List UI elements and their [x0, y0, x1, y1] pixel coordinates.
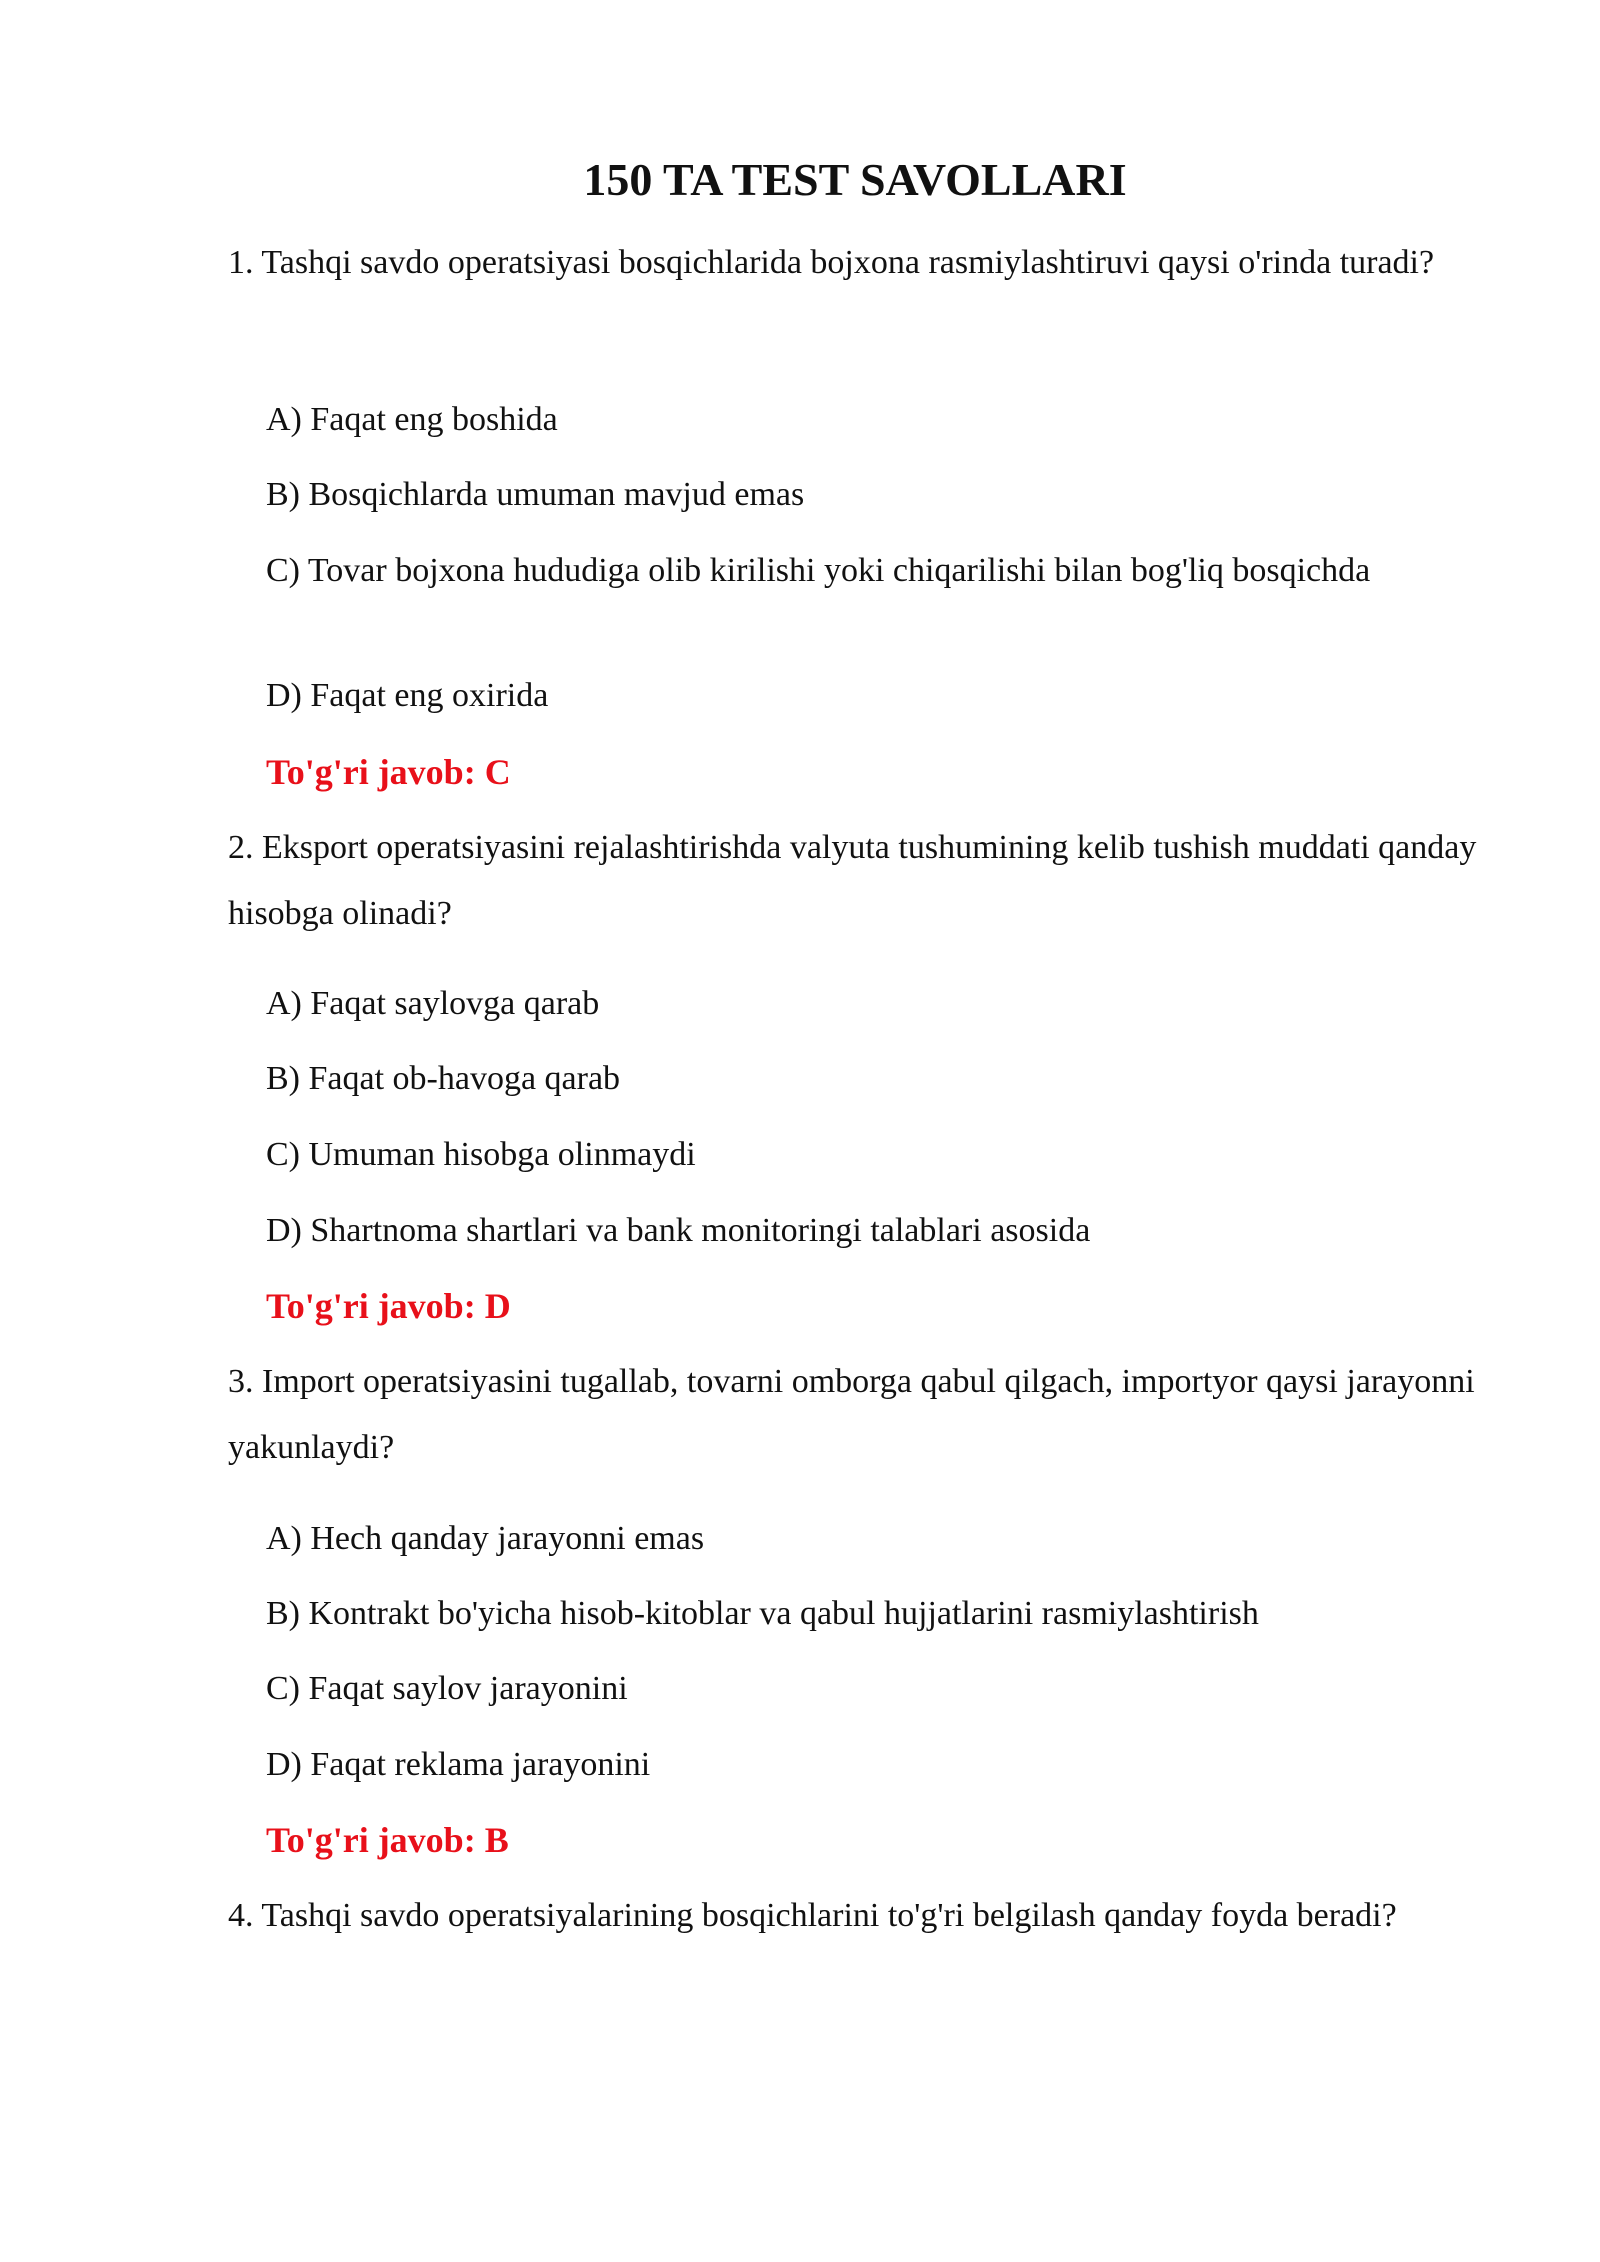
question-1-option-b: B) Bosqichlarda umuman mavjud emas [266, 476, 805, 513]
question-2-option-b: B) Faqat ob-havoga qarab [266, 1060, 621, 1097]
question-3-answer: To'g'ri javob: B [266, 1820, 509, 1860]
question-2: 2. Eksport operatsiyasini rejalashtirishda valyuta tushumining kelib tushish muddati qanday hisobga olinadi? [228, 829, 1477, 932]
question-1-answer: To'g'ri javob: C [266, 752, 511, 792]
question-3-option-b: B) Kontrakt bo'yicha hisob-kitoblar va qabul hujjatlarini rasmiylashtirish [266, 1595, 1259, 1632]
question-2-answer: To'g'ri javob: D [266, 1286, 511, 1326]
question-3-option-c: C) Faqat saylov jarayonini [266, 1670, 628, 1707]
question-3-option-d: D) Faqat reklama jarayonini [266, 1746, 651, 1783]
question-3-option-a: A) Hech qanday jarayonni emas [266, 1520, 705, 1557]
question-3: 3. Import operatsiyasini tugallab, tovarni omborga qabul qilgach, importyor qaysi jarayonni yakunlaydi? [228, 1363, 1475, 1466]
question-1-option-d: D) Faqat eng oxirida [266, 677, 549, 714]
question-1-option-c: C) Tovar bojxona hududiga olib kirilishi yoki chiqarilishi bilan bog'liq bosqichda [266, 552, 1371, 589]
question-4: 4. Tashqi savdo operatsiyalarining bosqichlarini to'g'ri belgilash qanday foyda beradi? [228, 1897, 1397, 1934]
question-1: 1. Tashqi savdo operatsiyasi bosqichlarida bojxona rasmiylashtiruvi qaysi o'rinda turadi? [228, 244, 1435, 281]
question-2-option-d: D) Shartnoma shartlari va bank monitoringi talablari asosida [266, 1212, 1091, 1249]
page-title: 150 TA TEST SAVOLLARI [583, 154, 1127, 205]
question-1-option-a: A) Faqat eng boshida [266, 401, 558, 438]
question-2-option-c: C) Umuman hisobga olinmaydi [266, 1136, 696, 1173]
question-2-option-a: A) Faqat saylovga qarab [266, 985, 600, 1022]
